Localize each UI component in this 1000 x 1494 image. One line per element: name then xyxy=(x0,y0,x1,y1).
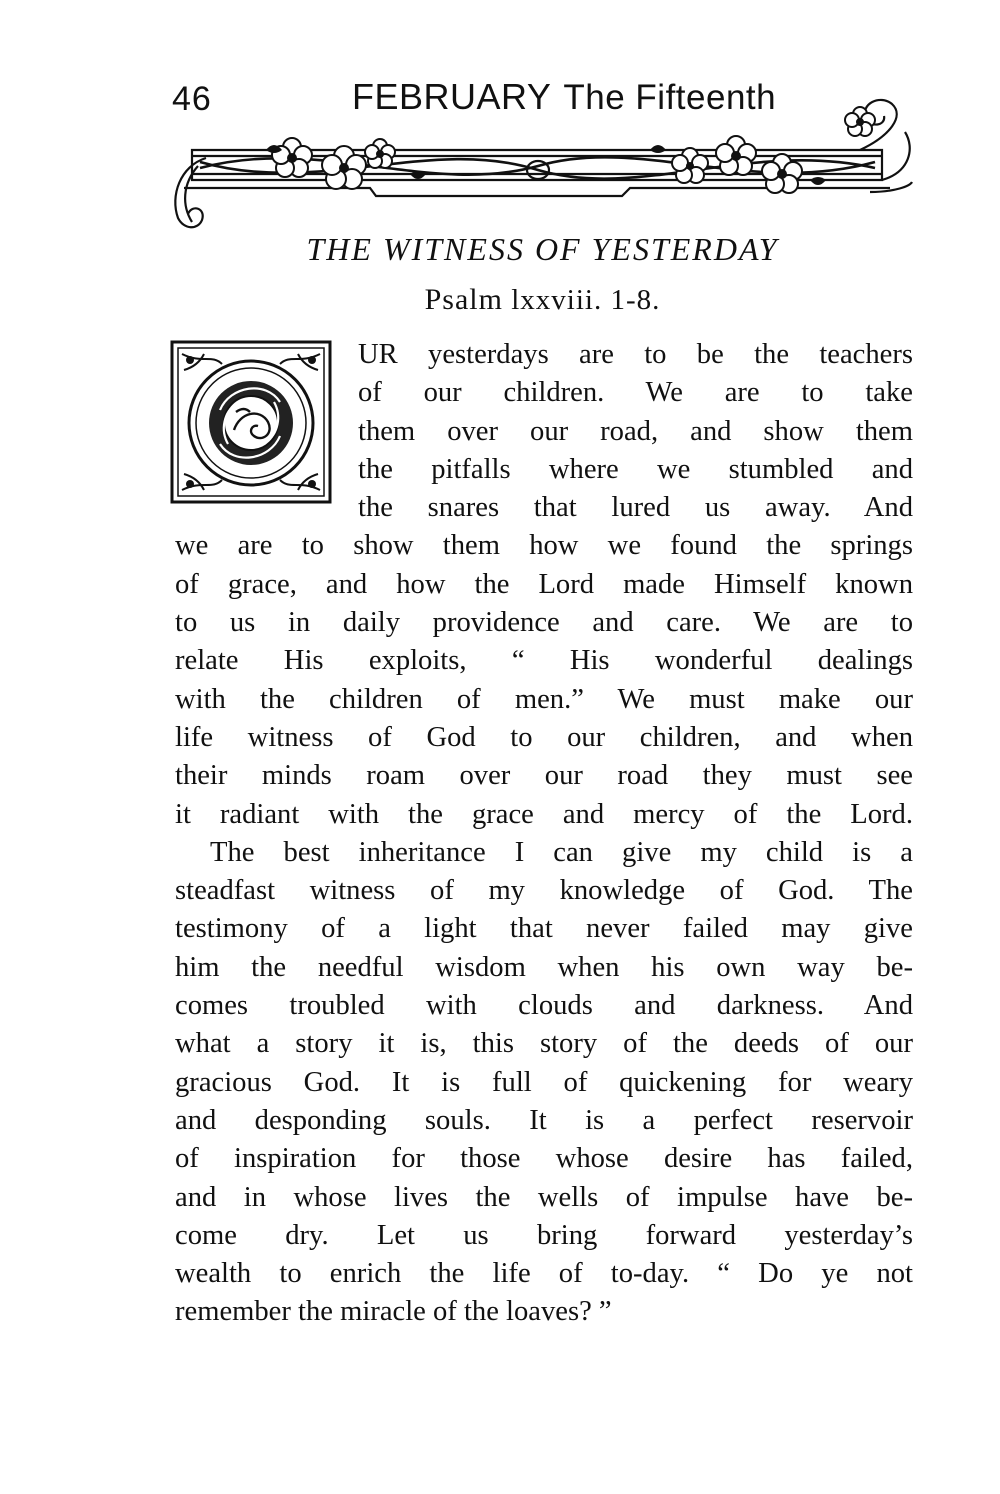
text-line: what a story it is, this story of the deeds of our xyxy=(175,1028,913,1060)
text-line: relate His exploits, “ His wonderful dealings xyxy=(175,645,913,677)
text-line: and desponding souls. It is a perfect reservoir xyxy=(175,1104,913,1136)
text-line: of our children. We are to take xyxy=(358,377,913,409)
paragraph-2 xyxy=(175,834,913,1332)
text-line: of inspiration for those whose desire has failed, xyxy=(175,1143,913,1175)
text-line: him the needful wisdom when his own way be- xyxy=(175,951,913,983)
text-line: UR yesterdays are to be the teachers xyxy=(358,339,913,370)
text-line: come dry. Let us bring forward yesterday’s xyxy=(175,1219,913,1251)
text-line: and in whose lives the wells of impulse have be- xyxy=(175,1181,913,1213)
scripture-reference xyxy=(170,283,915,317)
text-line: testimony of a light that never failed may give xyxy=(175,913,913,945)
devotional-text xyxy=(175,336,913,1332)
text-line: it radiant with the grace and mercy of the Lord. xyxy=(175,798,913,830)
text-line: of grace, and how the Lord made Himself known xyxy=(175,568,913,600)
text-line: their minds roam over our road they must see xyxy=(175,760,913,792)
paragraph-1 xyxy=(175,336,913,834)
page-number: 46 xyxy=(172,80,212,118)
text-line: we are to show them how we found the springs xyxy=(175,530,913,562)
text-line: life witness of God to our children, and when xyxy=(175,721,913,753)
text-line: them over our road, and show them xyxy=(358,415,913,447)
psalm-book: Psalm xyxy=(424,283,503,316)
text-line: the snares that lured us away. And xyxy=(358,492,913,524)
text-line: The best inheritance I can give my child is a xyxy=(210,836,913,868)
text-line: steadfast witness of my knowledge of God. The xyxy=(175,875,913,907)
floral-header-ornament xyxy=(170,96,915,236)
text-line: comes troubled with clouds and darkness. And xyxy=(175,990,913,1022)
text-line: to us in daily providence and care. We are to xyxy=(175,607,913,639)
running-head-day: The Fifteenth xyxy=(563,78,777,117)
text-line: wealth to enrich the life of to-day. “ Do ye not xyxy=(175,1258,913,1290)
psalm-reference: lxxviii. 1-8. xyxy=(511,284,661,316)
text-line: gracious God. It is full of quickening for weary xyxy=(175,1066,913,1098)
text-line: the pitfalls where we stumbled and xyxy=(358,453,913,485)
running-head-month: FEBRUARY xyxy=(352,76,552,117)
chapter-title: THE WITNESS OF YESTERDAY xyxy=(306,231,779,267)
text-line: with the children of men.” We must make our xyxy=(175,683,913,715)
text-line: remember the miracle of the loaves? ” xyxy=(175,1296,612,1328)
